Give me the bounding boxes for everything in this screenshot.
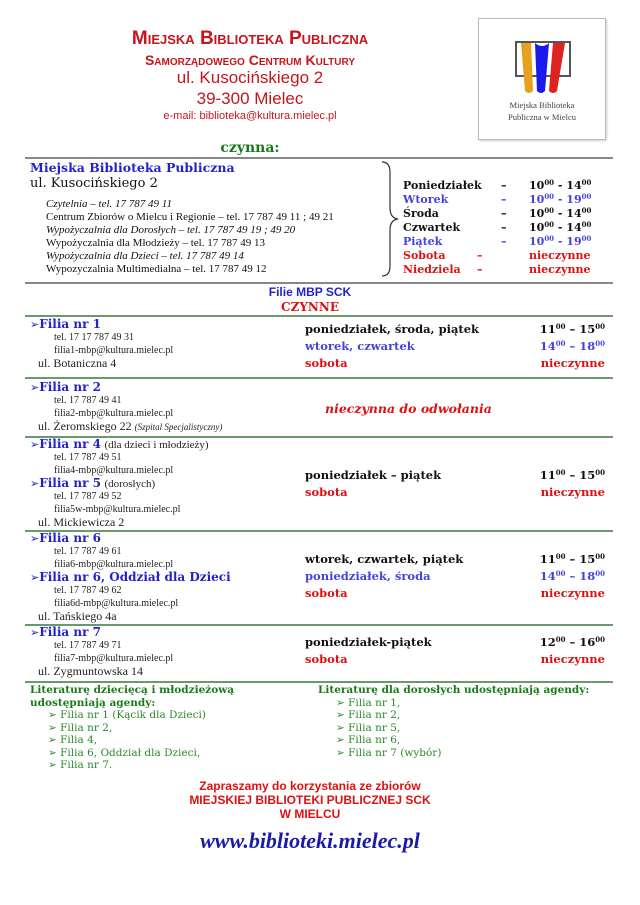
- branches-s1-min: 00: [555, 339, 566, 348]
- text-fragment: [30, 532, 300, 545]
- main-hours-2-h1: 10: [529, 207, 545, 220]
- text-fragment: [521, 43, 533, 93]
- main-hours-4-h2: 19: [566, 235, 582, 248]
- text-fragment: ➢: [30, 438, 40, 451]
- branches-f6d-street: ul. Tańskiego 4a: [38, 609, 117, 623]
- branches-s1-t1a: 11: [539, 322, 556, 336]
- department-list: [30, 198, 375, 276]
- divider: [25, 377, 613, 379]
- text-fragment: [30, 626, 300, 639]
- branches-f7-name: Filia nr 7: [39, 625, 101, 639]
- department: Wypożyczalnia dla Dzieci – tel. 17 787 49 14: [46, 250, 244, 262]
- branches-s1-d2: wtorek, czwartek: [305, 339, 415, 353]
- library-street: ul. Kusocińskiego 2: [176, 68, 324, 87]
- main-hours-1-m1: 00: [544, 192, 555, 201]
- branches-s1-d1: poniedziałek, środa, piątek: [305, 322, 480, 336]
- agendy-adults-4: Filia nr 7 (wybór): [348, 746, 442, 759]
- adult-agendas: [318, 684, 618, 759]
- branches-s1-t2a: 14: [539, 339, 556, 353]
- main-hours-4-sep: -: [554, 235, 567, 248]
- branches-s45-t1b: 15: [579, 468, 596, 482]
- branches-s7-closed: nieczynne: [540, 652, 605, 666]
- branches-f5-street: ul. Mickiewicza 2: [38, 515, 125, 529]
- main-hours-2-dash: –: [501, 207, 507, 220]
- text-fragment: [529, 221, 591, 235]
- branches-f7-tel: tel. 17 787 49 71: [54, 640, 122, 651]
- branch-email[interactable]: filia7-mbp@kultura.mielec.pl: [54, 653, 174, 664]
- agendy-kids-3: Filia 6, Oddział dla Dzieci,: [60, 746, 201, 759]
- logo-text: [479, 99, 605, 123]
- list-item: ➢ Filia nr 1,: [336, 696, 401, 709]
- divider: [25, 681, 613, 683]
- branches-f4-note: (dla dzieci i młodzieży): [104, 439, 209, 451]
- main-hours-0-day: Poniedziałek: [403, 179, 482, 192]
- branches-s6-t2a: 14: [539, 569, 556, 583]
- branch-4-5-times: [530, 467, 605, 501]
- branches-s1-t2b: 18: [579, 339, 596, 353]
- logo-text-1: Miejska Biblioteka: [509, 100, 575, 110]
- branch-1: [30, 318, 300, 370]
- text-fragment: ➢: [30, 571, 40, 584]
- hours-row: [403, 249, 608, 263]
- branches-s7-d1: poniedziałek-piątek: [305, 635, 432, 649]
- text-fragment: ➢: [30, 477, 40, 490]
- text-fragment: [30, 709, 305, 772]
- text-fragment: [529, 207, 591, 221]
- main-hours-0-m2: 00: [581, 178, 592, 187]
- text-fragment: [30, 438, 300, 451]
- main-hours-2-day: Środa: [403, 207, 439, 220]
- branches-s6-t1a: 11: [539, 552, 556, 566]
- branches-s6-closed: nieczynne: [540, 586, 605, 600]
- branches-f4-name: Filia nr 4: [39, 437, 101, 451]
- branches-s6-d2: poniedziałek, środa: [305, 569, 431, 583]
- branches-s7-min: 00: [595, 635, 605, 644]
- branches-s7-min: 00: [555, 635, 566, 644]
- branch-email[interactable]: filia6d-mbp@kultura.mielec.pl: [54, 598, 179, 609]
- branches-f1-tel: tel. 17 17 787 49 31: [54, 332, 134, 343]
- branch-1-days: [305, 321, 479, 372]
- branches-s7-t1a: 12: [539, 635, 556, 649]
- branches-s1-t1b: 15: [579, 322, 596, 336]
- branches-s45-dash: –: [565, 468, 580, 482]
- branch-6-times: [530, 551, 605, 602]
- branch-email[interactable]: filia5w-mbp@kultura.mielec.pl: [54, 504, 181, 515]
- list-item: ➢ Filia nr 5,: [336, 721, 401, 734]
- kids-agendas-title: Literaturę dziecięcą i młodzieżową udostępniają agendy:: [30, 684, 235, 709]
- footer-line2: MIEJSKIEJ BIBLIOTEKI PUBLICZNEJ SCK: [189, 793, 431, 807]
- text-fragment: [530, 568, 605, 585]
- branches-s6-d1: wtorek, czwartek, piątek: [305, 552, 464, 566]
- branch-email[interactable]: filia1-mbp@kultura.mielec.pl: [54, 345, 174, 356]
- list-item: ➢ Filia nr 2,: [336, 709, 401, 721]
- list-item: ➢ Filia 6, Oddział dla Dzieci,: [48, 746, 201, 759]
- agendy-adults-3: Filia nr 6,: [348, 734, 401, 746]
- main-library-block: [30, 160, 375, 276]
- text-fragment: [549, 43, 565, 93]
- books-logo-icon: [515, 41, 571, 95]
- branches-s45-min: 00: [555, 468, 566, 477]
- branches-f6d-name: Filia nr 6, Oddział dla Dzieci: [39, 570, 231, 584]
- text-fragment: [530, 551, 605, 568]
- branches-s6-min: 00: [595, 569, 605, 578]
- branches-s6-t1b: 15: [579, 552, 596, 566]
- branches-f5-tel: tel. 17 787 49 52: [54, 491, 122, 502]
- main-hours-6-day: Niedziela: [403, 263, 461, 276]
- text-fragment: [530, 338, 605, 355]
- branch-1-times: [530, 321, 605, 372]
- branches-s6-min: 00: [555, 569, 566, 578]
- text-fragment: [529, 235, 591, 249]
- branches-f5-name: Filia nr 5: [39, 476, 101, 490]
- main-library-name: Miejska Biblioteka Publiczna: [30, 160, 235, 175]
- main-hours-6-closed: nieczynne: [529, 263, 591, 276]
- branches-f6-name: Filia nr 6: [39, 531, 101, 545]
- branch-4-5-days: [305, 467, 441, 501]
- main-hours-1-dash: –: [501, 193, 507, 206]
- branches-s6-dash: –: [565, 569, 580, 583]
- text-fragment: [30, 420, 300, 433]
- main-hours-6-dash: –: [477, 263, 483, 276]
- hours-row: [403, 179, 608, 193]
- text-fragment: [30, 318, 300, 331]
- main-hours-3-sep: -: [554, 221, 567, 234]
- list-item: ➢ Filia nr 6,: [336, 734, 401, 746]
- branches-s1-d3: sobota: [305, 356, 348, 370]
- department: Wypożyczalnia dla Dorosłych – tel. 17 787 49 19 ; 49 20: [46, 224, 296, 236]
- library-title: Miejska Biblioteka Publiczna: [131, 28, 369, 49]
- branches-s1-min: 00: [595, 339, 605, 348]
- divider: [25, 282, 613, 284]
- text-fragment: [530, 467, 605, 484]
- agendy-kids-1: Filia nr 2,: [60, 721, 113, 734]
- main-hours-3-day: Czwartek: [403, 221, 461, 234]
- list-item: ➢ Filia nr 2,: [48, 721, 113, 734]
- hours-row: [403, 193, 608, 207]
- website-link[interactable]: www.biblioteki.mielec.pl: [200, 828, 420, 853]
- branches-f2-name: Filia nr 2: [39, 380, 101, 394]
- main-hours-5-closed: nieczynne: [529, 249, 591, 262]
- main-hours-1-day: Wtorek: [403, 193, 449, 206]
- main-hours-0-h1: 10: [529, 179, 545, 192]
- branches-s6-dash: –: [565, 552, 580, 566]
- main-hours-4-h1: 10: [529, 235, 545, 248]
- main-hours-5-dash: –: [477, 249, 483, 262]
- library-email[interactable]: e-mail: biblioteka@kultura.mielec.pl: [163, 110, 337, 122]
- agendy-adults-1: Filia nr 2,: [348, 709, 401, 721]
- branches-title: Filie MBP SCK: [268, 285, 352, 299]
- department: Czytelnia – tel. 17 787 49 11: [46, 198, 172, 210]
- branches-s6-min: 00: [555, 552, 566, 561]
- branches-s6-min: 00: [595, 552, 605, 561]
- agendy-kids-2: Filia 4,: [60, 734, 98, 746]
- agendy-kids-0: Filia nr 1 (Kącik dla Dzieci): [60, 709, 206, 721]
- branches-f2-tel: tel. 17 787 49 41: [54, 395, 122, 406]
- branches-f6-tel: tel. 17 787 49 61: [54, 546, 122, 557]
- branch-6-days: [305, 551, 463, 602]
- branches-status: CZYNNE: [281, 300, 339, 314]
- footer-line3: W MIELCU: [279, 807, 341, 821]
- branches-s45-min: 00: [595, 468, 605, 477]
- branch-email[interactable]: filia6-mbp@kultura.mielec.pl: [54, 559, 174, 570]
- text-fragment: [30, 477, 300, 490]
- main-hours-2-m2: 00: [581, 206, 592, 215]
- hours-row: [403, 263, 608, 277]
- text-fragment: [529, 179, 591, 193]
- branch-7: [30, 626, 300, 678]
- main-library-street: ul. Kusocińskiego 2: [30, 176, 158, 191]
- branch-7-days: [305, 634, 432, 668]
- branches-s45-d3: sobota: [305, 485, 348, 499]
- main-hours-2-h2: 14: [566, 207, 582, 220]
- branches-s1-closed: nieczynne: [540, 356, 605, 370]
- agendy-adults-2: Filia nr 5,: [348, 721, 401, 734]
- branches-s6-t2b: 18: [579, 569, 596, 583]
- text-fragment: ➢: [30, 318, 40, 331]
- branches-f5-note: (dorosłych): [104, 478, 156, 490]
- main-hours-1-h2: 19: [566, 193, 582, 206]
- list-item: ➢ Filia 4,: [48, 734, 98, 746]
- list-item: ➢ Filia nr 1 (Kącik dla Dzieci): [48, 709, 206, 721]
- branches-f1-street: ul. Botaniczna 4: [38, 356, 117, 370]
- main-hours-3-m1: 00: [544, 220, 555, 229]
- main-hours-1-sep: -: [554, 193, 567, 206]
- branches-s7-dash: –: [565, 635, 580, 649]
- branches-f1-name: Filia nr 1: [39, 317, 101, 331]
- divider: [25, 157, 613, 159]
- footer-invitation: [160, 779, 460, 821]
- text-fragment: [530, 634, 605, 651]
- main-hours-4-dash: –: [501, 235, 507, 248]
- branches-f6d-tel: tel. 17 787 49 62: [54, 585, 122, 596]
- main-hours-0-m1: 00: [544, 178, 555, 187]
- branches-s45-d1: poniedziałek – piątek: [305, 468, 442, 482]
- divider: [25, 315, 613, 317]
- text-fragment: [382, 162, 398, 276]
- main-hours-1-h1: 10: [529, 193, 545, 206]
- agendy-kids-4: Filia nr 7.: [60, 759, 113, 771]
- branches-f2-street_note: (Szpital Specjalistyczny): [134, 422, 223, 432]
- branch-2: [30, 381, 300, 433]
- text-fragment: [529, 193, 591, 207]
- branch-6: [30, 532, 300, 623]
- branches-s6-d3: sobota: [305, 586, 348, 600]
- main-hours-3-m2: 00: [581, 220, 592, 229]
- branches-s45-t1a: 11: [539, 468, 556, 482]
- branches-s1-min: 00: [595, 322, 605, 331]
- department: Wypożyczalnia dla Młodzieży – tel. 17 787 49 13: [46, 237, 265, 249]
- hours-row: [403, 221, 608, 235]
- text-fragment: [535, 43, 549, 93]
- main-hours-4-m2: 00: [581, 234, 592, 243]
- list-item: ➢ Filia nr 7 (wybór): [336, 746, 442, 759]
- open-label: czynna:: [220, 140, 280, 156]
- library-city: 39-300 Mielec: [196, 89, 304, 108]
- branches-f4-tel: tel. 17 787 49 51: [54, 452, 122, 463]
- text-fragment: [30, 571, 300, 584]
- kids-agendas: [30, 684, 305, 772]
- main-hours: [403, 179, 608, 277]
- branch-7-times: [530, 634, 605, 668]
- branches-s1-dash: –: [565, 322, 580, 336]
- branch-4-5: [30, 438, 300, 529]
- branches-s1-dash: –: [565, 339, 580, 353]
- branch-email[interactable]: filia2-mbp@kultura.mielec.pl: [54, 408, 174, 419]
- footer-line1: Zapraszamy do korzystania ze zbiorów: [199, 779, 421, 793]
- text-fragment: [530, 321, 605, 338]
- text-fragment: [30, 381, 300, 394]
- main-hours-5-day: Sobota: [403, 249, 446, 262]
- brace-icon: [380, 160, 400, 278]
- list-item: ➢ Filia nr 7.: [48, 759, 113, 771]
- main-hours-3-h2: 14: [566, 221, 582, 234]
- branches-f7-street: ul. Zygmuntowska 14: [38, 664, 143, 678]
- hours-row: [403, 235, 608, 249]
- library-subtitle: Samorządowego Centrum Kultury: [144, 52, 356, 68]
- department: Wypozyczalnia Multimedialna – tel. 17 787 49 12: [46, 263, 267, 275]
- logo-text-2: Publiczna w Mielcu: [508, 112, 576, 122]
- text-fragment: ➢: [30, 626, 40, 639]
- main-hours-0-dash: –: [501, 179, 507, 192]
- main-hours-2-sep: -: [554, 207, 567, 220]
- main-hours-3-dash: –: [501, 221, 507, 234]
- main-hours-4-day: Piątek: [403, 235, 443, 248]
- main-hours-2-m1: 00: [544, 206, 555, 215]
- agendy-adults-0: Filia nr 1,: [348, 696, 401, 709]
- department: Centrum Zbiorów o Mielcu i Regionie – tel. 17 787 49 11 ; 49 21: [46, 211, 334, 223]
- library-logo: [478, 18, 606, 140]
- branches-s45-closed: nieczynne: [540, 485, 605, 499]
- branches-s7-t1b: 16: [579, 635, 596, 649]
- branches-s7-d3: sobota: [305, 652, 348, 666]
- main-hours-0-h2: 14: [566, 179, 582, 192]
- branch-2-closed-note: nieczynna do odwołania: [325, 401, 492, 416]
- adult-agendas-title: Literaturę dla dorosłych udostępniają agendy:: [318, 684, 590, 696]
- main-hours-3-h1: 10: [529, 221, 545, 234]
- main-hours-0-sep: -: [554, 179, 567, 192]
- main-hours-4-m1: 00: [544, 234, 555, 243]
- text-fragment: ➢: [30, 532, 40, 545]
- text-fragment: [318, 697, 618, 760]
- main-hours-1-m2: 00: [581, 192, 592, 201]
- text-fragment: ➢: [30, 381, 40, 394]
- branch-email[interactable]: filia4-mbp@kultura.mielec.pl: [54, 465, 174, 476]
- hours-row: [403, 207, 608, 221]
- branches-f2-street: ul. Żeromskiego 22: [38, 419, 132, 433]
- branches-s1-min: 00: [555, 322, 566, 331]
